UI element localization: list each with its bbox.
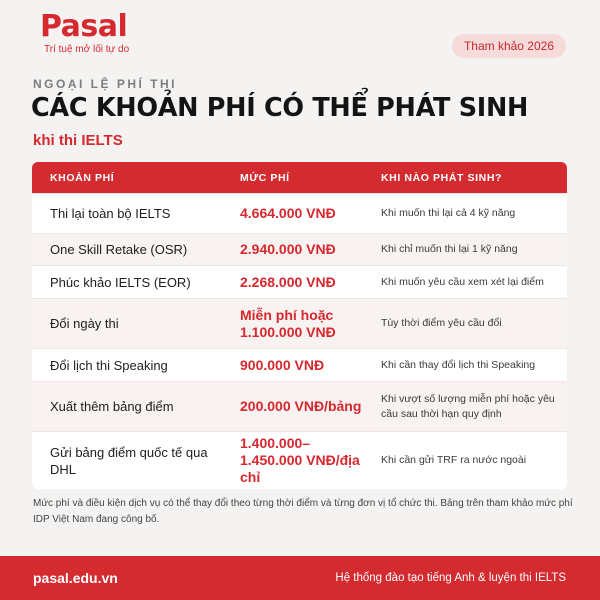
table-row xyxy=(32,298,567,348)
row-when: Khi muốn yêu cầu xem xét lại điểm xyxy=(381,275,544,288)
row-when: Khi chỉ muốn thi lại 1 kỹ năng xyxy=(381,243,518,255)
row-item: Xuất thêm bảng điểm xyxy=(50,399,174,414)
row-item: Gửi bảng điểm quốc tế qua DHL xyxy=(50,444,208,477)
row-item: Đổi lịch thi Speaking xyxy=(50,357,168,373)
table-row xyxy=(32,381,567,431)
row-fee: 2.940.000 VNĐ xyxy=(240,241,336,257)
disclaimer-note: Mức phí và điều kiện dịch vụ có thể thay đổi theo từng thời điểm và từng đơn vị tổ chức thi. Bảng trên tham khảo mức phí IDP Việt Nam đang công bố. xyxy=(33,498,573,525)
table-row xyxy=(32,193,567,233)
table-row xyxy=(32,348,567,381)
page-title: CÁC KHOẢN PHÍ CÓ THỂ PHÁT SINH xyxy=(31,93,529,123)
row-fee: 200.000 VNĐ/bảng xyxy=(240,398,362,414)
row-item: Đổi ngày thi xyxy=(50,316,119,331)
column-header-fee: MỨC PHÍ xyxy=(240,171,290,184)
logo-wordmark: Pasal xyxy=(40,9,128,44)
footer-tagline: Hệ thống đào tạo tiếng Anh & luyện thi IELTS xyxy=(335,572,566,584)
row-fee: 2.268.000 VNĐ xyxy=(240,273,336,290)
column-header-item: KHOẢN PHÍ xyxy=(50,171,115,184)
row-when: Khi vượt số lượng miễn phí hoặc yêu cầu sau thời hạn quy định xyxy=(381,392,555,420)
row-fee: 1.400.000–1.450.000 VNĐ/địa chỉ xyxy=(240,435,360,485)
brand-logo xyxy=(40,10,129,55)
column-header-when: KHI NÀO PHÁT SINH? xyxy=(381,171,503,184)
eyebrow-label: NGOẠI LỆ PHÍ THI xyxy=(33,77,178,91)
footer-bar xyxy=(0,556,600,600)
table-row xyxy=(32,265,567,298)
fee-table xyxy=(32,162,567,489)
row-item: Phúc khảo IELTS (EOR) xyxy=(50,274,191,290)
row-fee: 900.000 VNĐ xyxy=(240,356,325,373)
table-row xyxy=(32,431,567,489)
row-when: Khi cần gửi TRF ra nước ngoài xyxy=(381,454,527,466)
page-subtitle: khi thi IELTS xyxy=(33,132,123,149)
reference-year-badge: Tham khảo 2026 xyxy=(452,34,566,58)
table-row xyxy=(32,233,567,265)
footer-website-link[interactable]: pasal.edu.vn xyxy=(33,570,118,586)
logo-tagline: Trí tuệ mở lối tự do xyxy=(44,44,130,55)
table-header xyxy=(32,162,567,193)
row-item: One Skill Retake (OSR) xyxy=(50,242,188,257)
row-when: Tùy thời điểm yêu cầu đổi xyxy=(381,317,502,329)
row-item: Thi lại toàn bộ IELTS xyxy=(50,206,171,221)
row-fee: 4.664.000 VNĐ xyxy=(240,205,336,221)
row-fee: Miễn phí hoặc 1.100.000 VNĐ xyxy=(240,306,336,340)
row-when: Khi muốn thi lại cả 4 kỹ năng xyxy=(381,207,516,219)
row-when: Khi cần thay đổi lịch thi Speaking xyxy=(381,358,536,371)
